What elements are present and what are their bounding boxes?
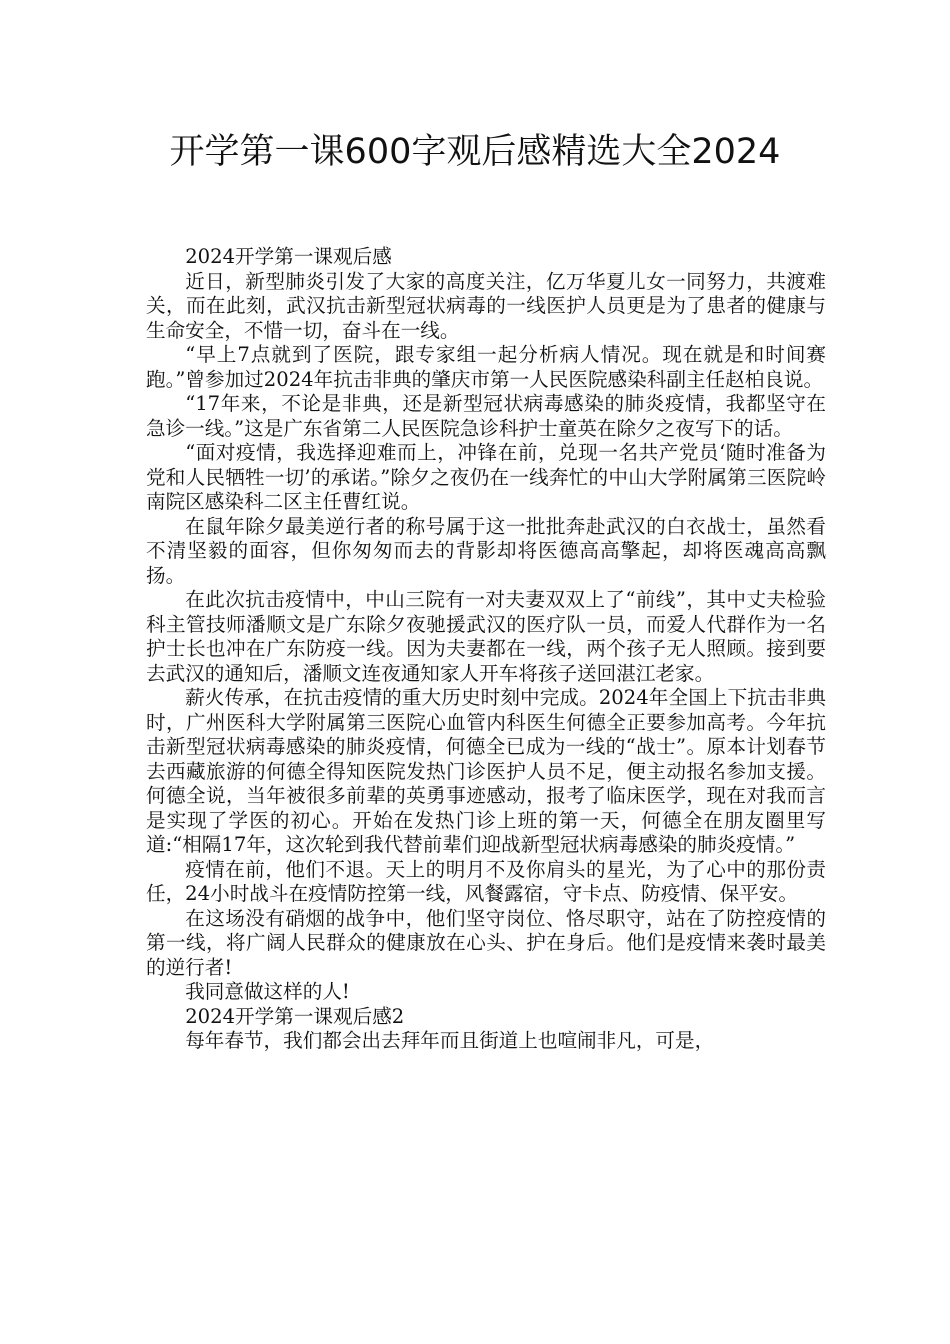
paragraph: 疫情在前，他们不退。天上的明月不及你肩头的星光，为了心中的那份责任，24小时战斗在疫情防控第一线，风餐露宿，守卡点、防疫情、保平安。 bbox=[146, 857, 826, 905]
paragraph-heading-1: 2024开学第一课观后感 bbox=[185, 245, 392, 268]
paragraph: 近日，新型肺炎引发了大家的高度关注，亿万华夏儿女一同努力，共渡难关，而在此刻，武汉抗击新型冠状病毒的一线医护人员更是为了患者的健康与生命安全，不惜一切，奋斗在一线。 bbox=[146, 269, 826, 342]
paragraph: “17年来，不论是非典，还是新型冠状病毒感染的肺炎疫情，我都坚守在急诊一线。”这是广东省第二人民医院急诊科护士童英在除夕之夜写下的话。 bbox=[146, 392, 826, 440]
paragraph: 薪火传承，在抗击疫情的重大历史时刻中完成。2024年全国上下抗击非典时，广州医科大学附属第三医院心血管内科医生何德全正要参加高考。今年抗击新型冠状病毒感染的肺炎疫情，何德全已成为一线的“战士”。原本计划春节去西藏旅游的何德全得知医院发热门诊医护人员不足，便主动报名参加支援。何德全说，当年被很多前辈的英勇事迹感动，报考了临床医学，现在对我而言是实现了学医的初心。开始在发热门诊上班的第一天，何德全在朋友圈里写道:“相隔17年，这次轮到我代替前辈们迎战新型冠状病毒感染的肺炎疫情。” bbox=[146, 686, 826, 856]
document-body bbox=[146, 245, 826, 1054]
paragraph-heading-2: 2024开学第一课观后感2 bbox=[185, 1004, 405, 1028]
paragraph: 在此次抗击疫情中，中山三院有一对夫妻双双上了“前线”，其中丈夫检验科主管技师潘顺文是广东除夕夜驰援武汉的医疗队一员，而爱人代群作为一名护士长也冲在广东防疫一线。因为夫妻都在一线，两个孩子无人照顾。接到要去武汉的通知后，潘顺文连夜通知家人开车将孩子送回湛江老家。 bbox=[146, 588, 826, 685]
paragraph: “面对疫情，我选择迎难而上，冲锋在前，兑现一名共产党员‘随时准备为党和人民牺牲一切’的承诺。”除夕之夜仍在一线奔忙的中山大学附属第三医院岭南院区感染科二区主任曹红说。 bbox=[146, 441, 826, 513]
document-title: 开学第一课600字观后感精选大全2024 bbox=[169, 132, 781, 172]
paragraph: 在这场没有硝烟的战争中，他们坚守岗位、恪尽职守，站在了防控疫情的第一线，将广阔人民群众的健康放在心头、护在身后。他们是疫情来袭时最美的逆行者! bbox=[146, 906, 826, 979]
paragraph: 在鼠年除夕最美逆行者的称号属于这一批批奔赴武汉的白衣战士，虽然看不清坚毅的面容，但你匆匆而去的背影却将医德高高擎起，却将医魂高高飘扬。 bbox=[146, 514, 826, 587]
paragraph: 每年春节，我们都会出去拜年而且街道上也喧闹非凡，可是， bbox=[185, 1029, 715, 1052]
paragraph: “早上7点就到了医院，跟专家组一起分析病人情况。现在就是和时间赛跑。”曾参加过2024年抗击非典的肇庆市第一人民医院感染科副主任赵柏良说。 bbox=[146, 343, 826, 391]
paragraph: 我同意做这样的人! bbox=[185, 980, 350, 1003]
